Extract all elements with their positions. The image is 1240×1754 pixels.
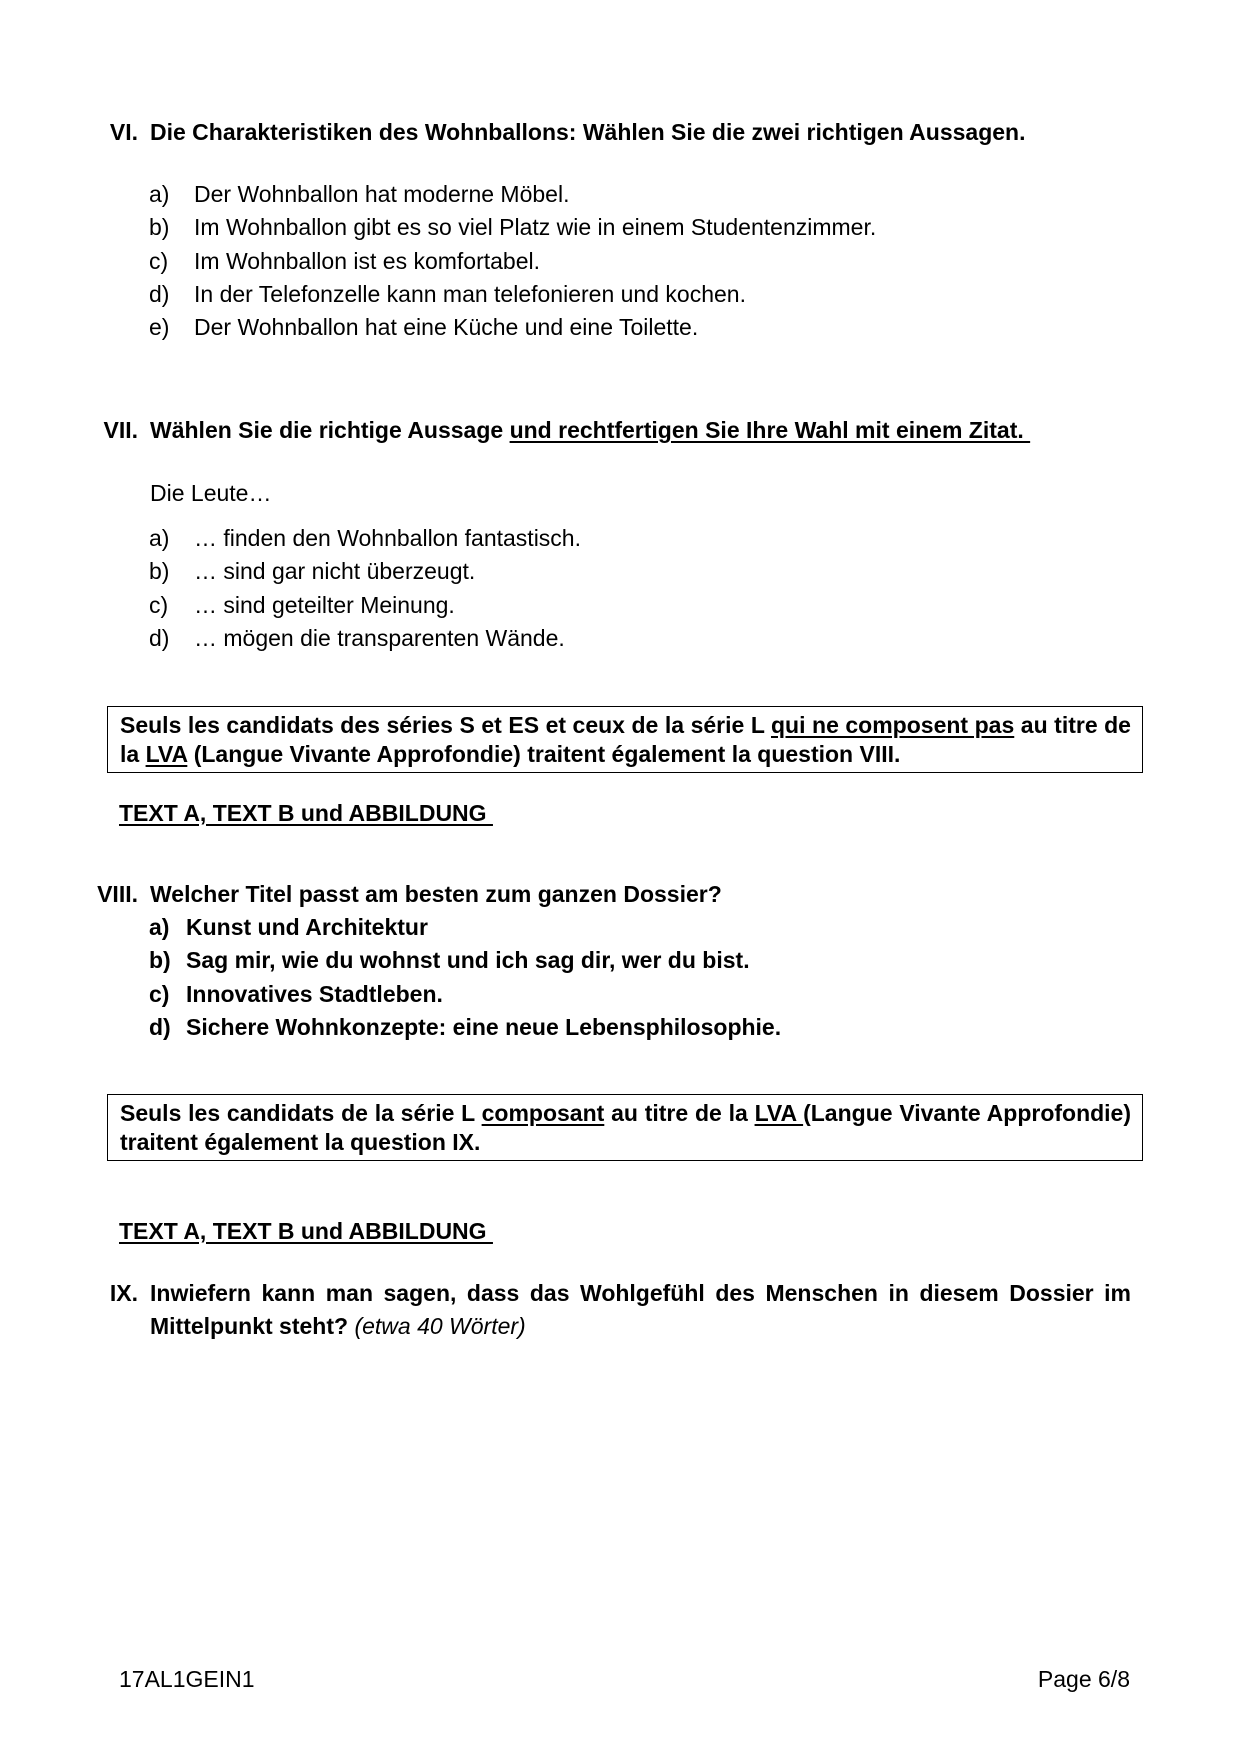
page-number: Page 6/8	[1037, 1666, 1130, 1692]
question-9	[109, 1277, 1131, 1343]
notice-box-lva-only: Seuls les candidats de la série L composant au titre de la LVA (Langue Vivante Approfondie) traitent également la question IX.	[107, 1094, 1143, 1161]
question-7-number: VII.	[103, 417, 138, 443]
question-6-text: Die Charakteristiken des Wohnballons: Wählen Sie die zwei richtigen Aussagen.	[150, 119, 1026, 145]
question-8	[97, 880, 1150, 908]
question-9-text: Inwiefern kann man sagen, dass das Wohlgefühl des Menschen in diesem Dossier im Mittelpunkt steht?	[150, 1280, 1131, 1339]
question-6-number: VI.	[109, 119, 138, 145]
question-7-text-underlined: und rechtfertigen Sie Ihre Wahl mit einem Zitat.	[509, 417, 1031, 443]
section-heading: TEXT A, TEXT B und ABBILDUNG	[119, 1218, 493, 1244]
question-7-text: Wählen Sie die richtige Aussage	[150, 417, 510, 443]
question-8-number: VIII.	[97, 881, 138, 907]
question-9-number: IX.	[109, 1280, 138, 1306]
section-heading: TEXT A, TEXT B und ABBILDUNG	[119, 800, 493, 826]
notice-box-lva-excluded: Seuls les candidats des séries S et ES et ceux de la série L qui ne composent pas au titre de la LVA (Langue Vivante Approfondie) traitent également la question VIII.	[107, 706, 1143, 773]
question-7-intro: Die Leute…	[150, 480, 272, 506]
question-7	[103, 416, 1150, 444]
question-8-text: Welcher Titel passt am besten zum ganzen Dossier?	[150, 881, 722, 907]
question-6	[109, 118, 1150, 146]
question-9-word-count: (etwa 40 Wörter)	[354, 1313, 526, 1339]
document-code: 17AL1GEIN1	[119, 1666, 255, 1692]
